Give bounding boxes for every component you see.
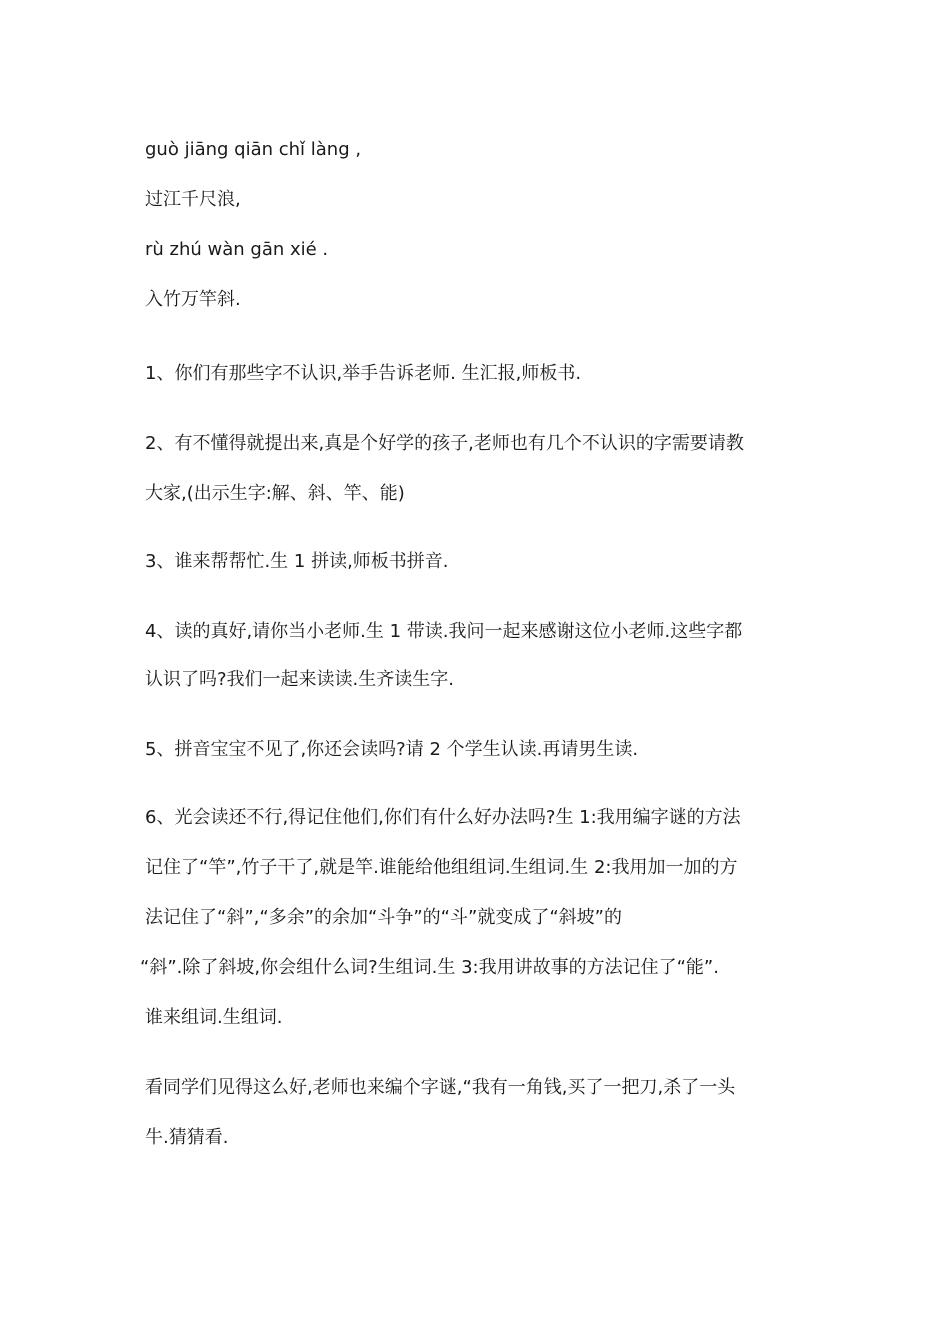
step-6-line-d: “斜”.除了斜坡,你会组什么词?生组词.生 3:我用讲故事的方法记住了“能”. <box>140 957 719 978</box>
poem-line1-pinyin: guò jiāng qiān chǐ làng , <box>145 139 362 160</box>
closing-line-b: 牛.猜猜看. <box>145 1127 229 1148</box>
step-6-line-a: 6、光会读还不行,得记住他们,你们有什么好办法吗?生 1:我用编字谜的方法 <box>145 807 741 828</box>
step-2-line-b: 大家,(出示生字:解、斜、竿、能) <box>145 483 405 504</box>
closing-line-a: 看同学们见得这么好,老师也来编个字谜,“我有一角钱,买了一把刀,杀了一头 <box>145 1077 736 1098</box>
step-6-line-e: 谁来组词.生组词. <box>145 1007 283 1028</box>
step-2-line-a: 2、有不懂得就提出来,真是个好学的孩子,老师也有几个不认识的字需要请教 <box>145 433 744 454</box>
step-5: 5、拼音宝宝不见了,你还会读吗?请 2 个学生认读.再请男生读. <box>145 739 639 760</box>
step-4-line-b: 认识了吗?我们一起来读读.生齐读生字. <box>145 669 454 690</box>
poem-line2-pinyin: rù zhú wàn gān xié . <box>145 239 329 260</box>
step-6-line-b: 记住了“竿”,竹子干了,就是竿.谁能给他组组词.生组词.生 2:我用加一加的方 <box>145 857 738 878</box>
step-6-line-c: 法记住了“斜”,“多余”的余加“斗争”的“斗”就变成了“斜坡”的 <box>145 907 622 928</box>
step-3: 3、谁来帮帮忙.生 1 拼读,师板书拼音. <box>145 551 449 572</box>
poem-line1-text: 过江千尺浪, <box>145 189 241 210</box>
step-4-line-a: 4、读的真好,请你当小老师.生 1 带读.我问一起来感谢这位小老师.这些字都 <box>145 621 743 642</box>
step-1: 1、你们有那些字不认识,举手告诉老师. 生汇报,师板书. <box>145 363 582 384</box>
poem-line2-text: 入竹万竿斜. <box>145 289 241 310</box>
